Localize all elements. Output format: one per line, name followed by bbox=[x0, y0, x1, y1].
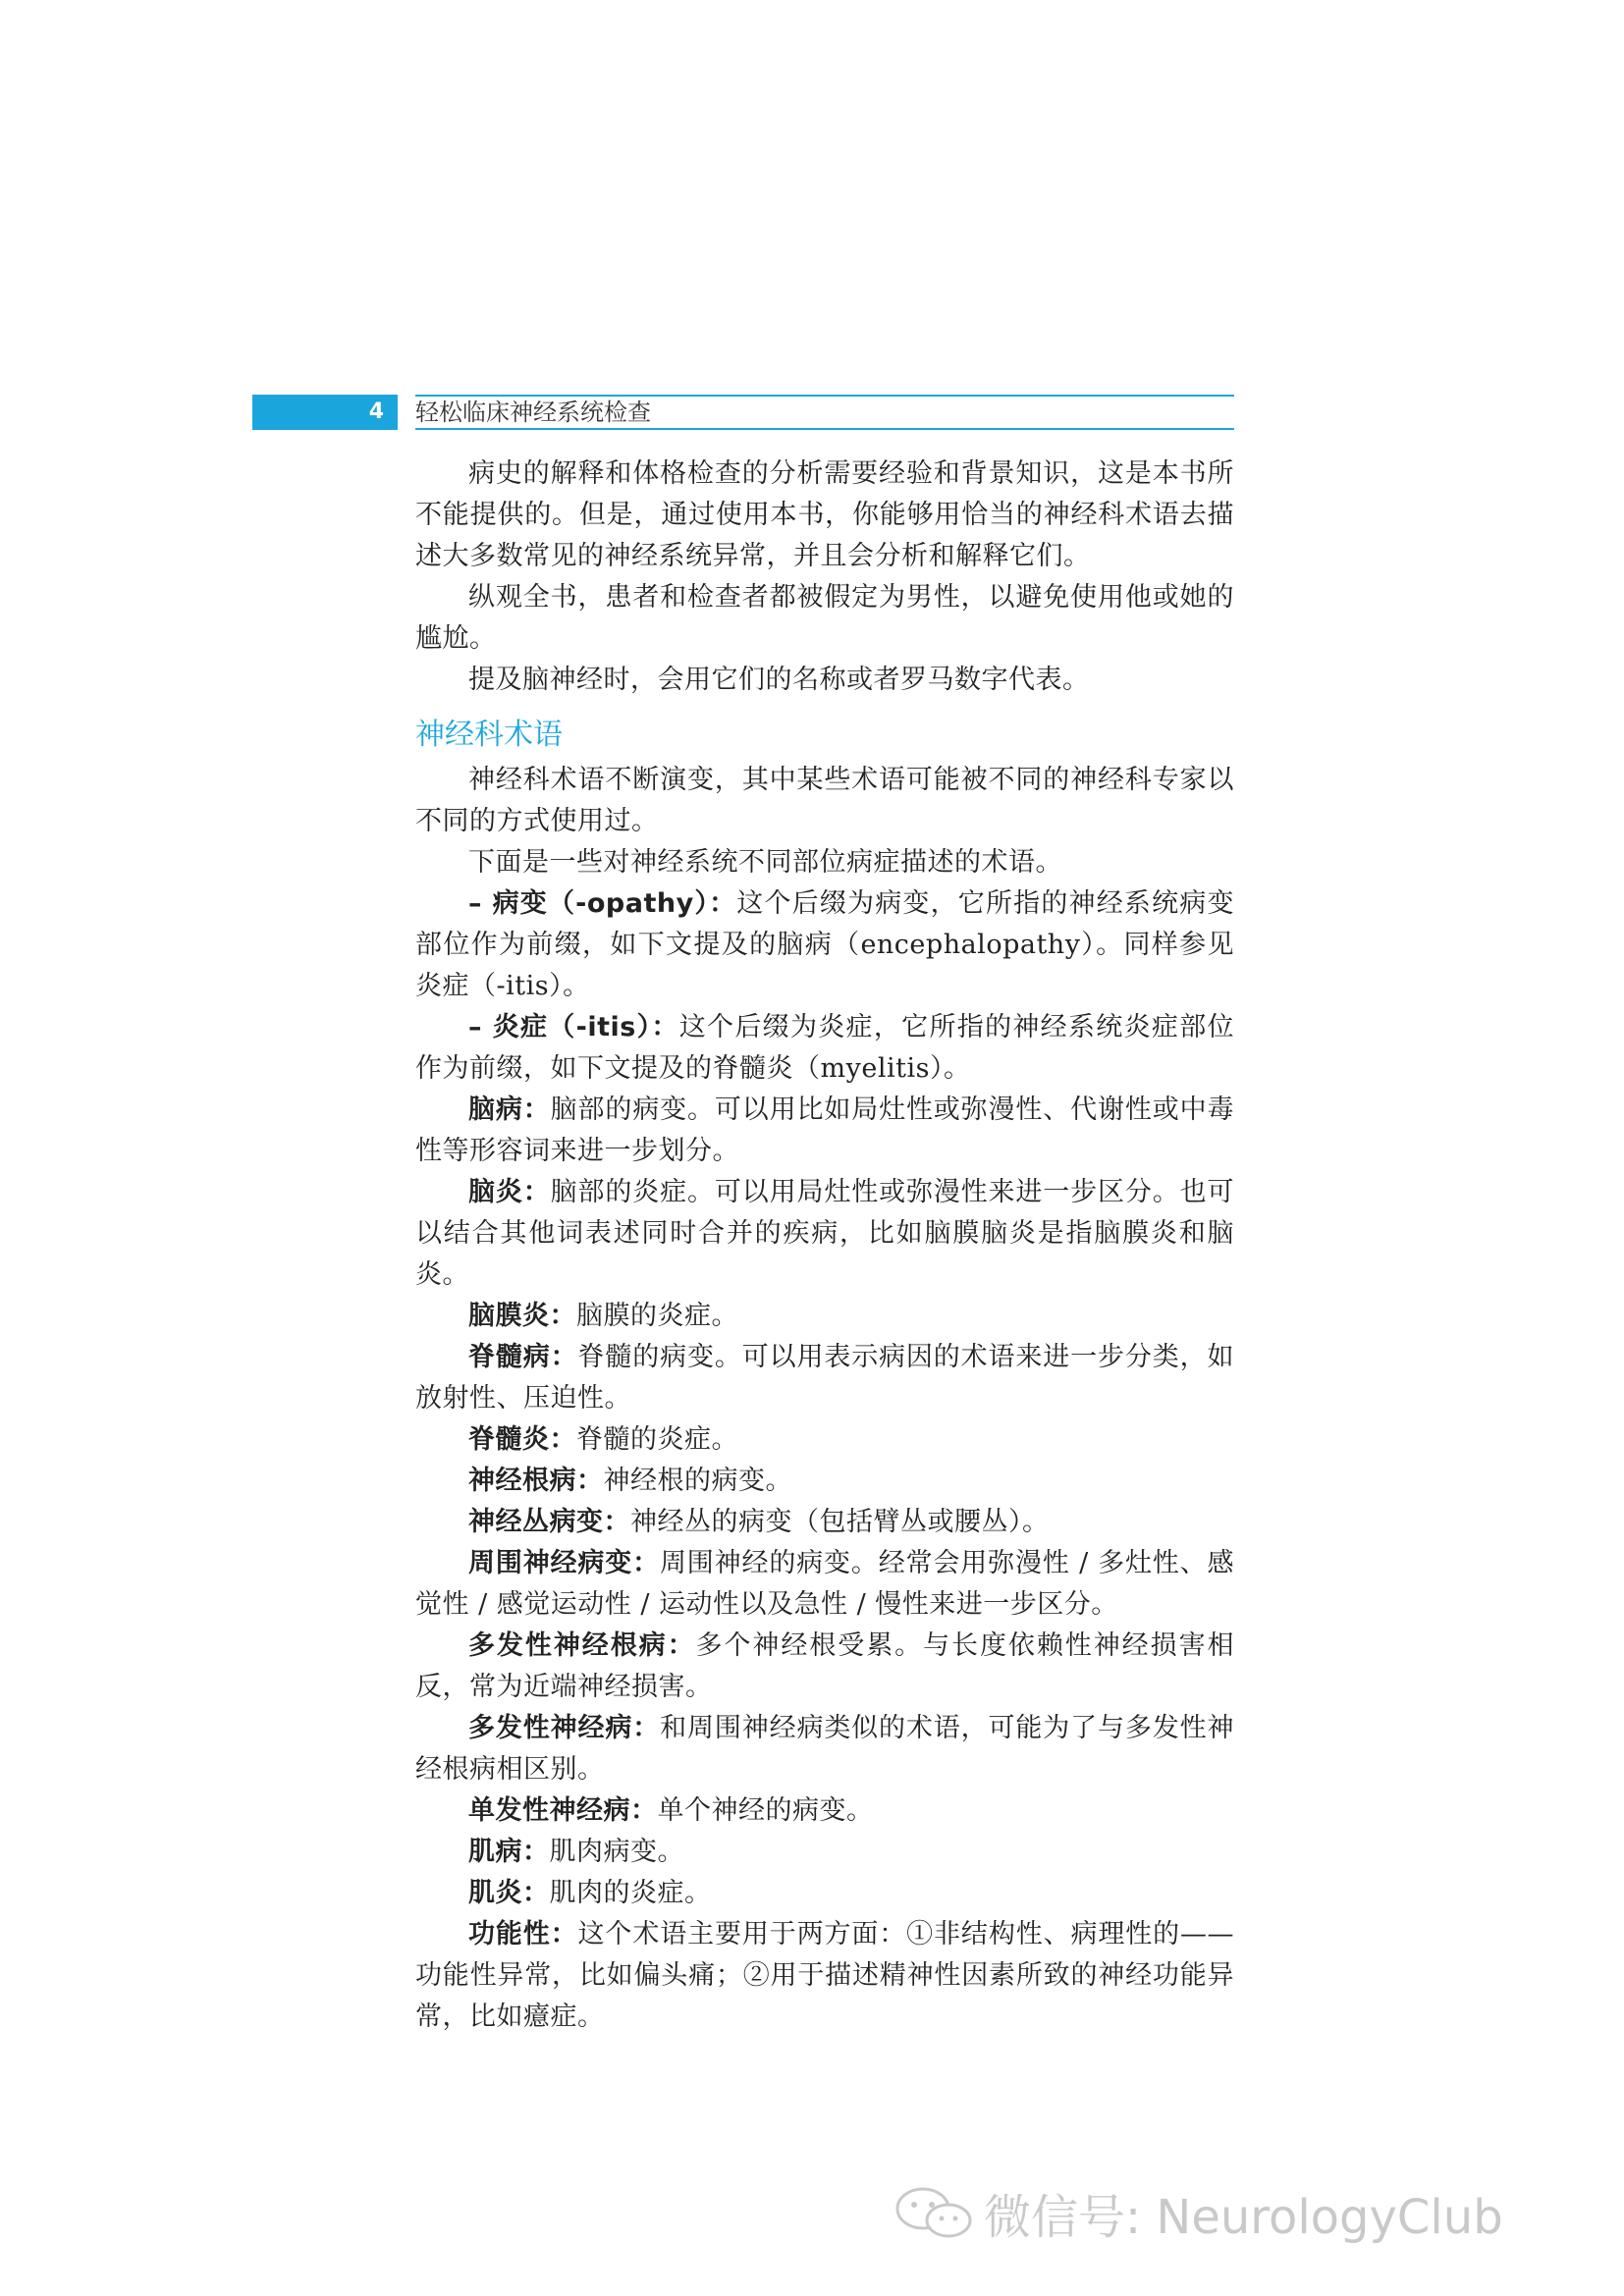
term-label: 脑炎： bbox=[468, 1177, 551, 1207]
term-entry bbox=[415, 1337, 1234, 1419]
term-label: 肌病： bbox=[468, 1837, 550, 1867]
term-definition: 脑膜的炎症。 bbox=[576, 1301, 738, 1331]
section-heading: 神经科术语 bbox=[415, 718, 563, 752]
term-label: 脑膜炎： bbox=[468, 1301, 576, 1331]
term-entry bbox=[415, 1873, 1234, 1914]
wechat-watermark bbox=[892, 2183, 1503, 2245]
header-rule-bottom bbox=[415, 428, 1234, 430]
term-entry bbox=[415, 1543, 1234, 1626]
term-definition: 和周围神经病类似的术语，可能为了与多发性神经根病相区别。 bbox=[415, 1713, 1235, 1785]
term-label: 多发性神经根病： bbox=[468, 1630, 696, 1661]
term-label: 脊髓病： bbox=[468, 1342, 578, 1372]
term-label: 肌炎： bbox=[468, 1878, 550, 1908]
term-label: 功能性： bbox=[468, 1919, 578, 1949]
term-entry bbox=[415, 883, 1234, 1007]
running-title: 轻松临床神经系统检查 bbox=[415, 399, 651, 426]
term-label: 神经丛病变： bbox=[468, 1507, 630, 1537]
intro-paragraph: 提及脑神经时，会用它们的名称或者罗马数字代表。 bbox=[468, 665, 1090, 695]
term-entry bbox=[415, 1461, 1234, 1502]
term-entry bbox=[415, 1090, 1234, 1172]
term-definition: 脊髓的炎症。 bbox=[576, 1424, 738, 1455]
term-label: 神经根病： bbox=[468, 1466, 604, 1496]
watermark-text: 微信号: NeurologyClub bbox=[984, 2189, 1503, 2245]
term-definition: 肌肉病变。 bbox=[549, 1837, 684, 1867]
term-label: 多发性神经病： bbox=[468, 1713, 661, 1743]
term-definition: 神经丛的病变（包括臂丛或腰丛）。 bbox=[630, 1507, 1050, 1537]
term-label: – 炎症（-itis）： bbox=[468, 1012, 679, 1042]
term-entry bbox=[415, 1007, 1234, 1090]
term-entry bbox=[415, 1626, 1234, 1708]
term-entry bbox=[415, 1419, 1234, 1461]
intro-paragraph: 病史的解释和体格检查的分析需要经验和背景知识，这是本书所不能提供的。但是，通过使用本书，你能够用恰当的神经科术语去描述大多数常见的神经系统异常，并且会分析和解释它们。 bbox=[415, 458, 1234, 571]
term-entry bbox=[415, 1172, 1234, 1296]
section-paragraph: 神经科术语不断演变，其中某些术语可能被不同的神经科专家以不同的方式使用过。 bbox=[415, 765, 1234, 836]
wechat-icon bbox=[892, 2183, 976, 2242]
term-label: 周围神经病变： bbox=[468, 1548, 660, 1578]
running-header bbox=[252, 395, 1234, 432]
term-definition: 脊髓的病变。可以用表示病因的术语来进一步分类，如放射性、压迫性。 bbox=[415, 1342, 1235, 1414]
term-label: – 病变（-opathy）： bbox=[468, 888, 737, 919]
term-label: 脊髓炎： bbox=[468, 1424, 576, 1455]
section-paragraph: 下面是一些对神经系统不同部位病症描述的术语。 bbox=[468, 847, 1062, 878]
page-body bbox=[415, 454, 1234, 2038]
term-definition: 这个后缀为炎症，它所指的神经系统炎症部位作为前缀，如下文提及的脊髓炎（myelitis）。 bbox=[415, 1012, 1235, 1084]
intro-paragraph: 纵观全书，患者和检查者都被假定为男性，以避免使用他或她的尴尬。 bbox=[415, 582, 1234, 654]
term-entry bbox=[415, 1832, 1234, 1873]
term-entry bbox=[415, 1502, 1234, 1543]
term-entry bbox=[415, 1790, 1234, 1832]
term-definition: 周围神经的病变。经常会用弥漫性 / 多灶性、感觉性 / 感觉运动性 / 运动性以及急性 / 慢性来进一步区分。 bbox=[415, 1548, 1234, 1620]
term-label: 单发性神经病： bbox=[468, 1795, 658, 1826]
term-definition: 神经根的病变。 bbox=[603, 1466, 792, 1496]
term-definition: 这个后缀为病变，它所指的神经系统病变部位作为前缀，如下文提及的脑病（encephalopathy）。同样参见炎症（-itis）。 bbox=[415, 888, 1234, 1001]
term-definition: 这个术语主要用于两方面：①非结构性、病理性的——功能性异常，比如偏头痛；②用于描述精神性因素所致的神经功能异常，比如癔症。 bbox=[415, 1919, 1235, 2032]
term-definition: 肌肉的炎症。 bbox=[549, 1878, 712, 1908]
term-definition: 脑部的病变。可以用比如局灶性或弥漫性、代谢性或中毒性等形容词来进一步划分。 bbox=[415, 1095, 1235, 1166]
term-label: 脑病： bbox=[468, 1095, 551, 1125]
term-definition: 脑部的炎症。可以用局灶性或弥漫性来进一步区分。也可以结合其他词表述同时合并的疾病，比如脑膜脑炎是指脑膜炎和脑炎。 bbox=[415, 1177, 1235, 1290]
term-definition: 多个神经根受累。与长度依赖性神经损害相反，常为近端神经损害。 bbox=[415, 1630, 1235, 1702]
term-entry bbox=[415, 1708, 1234, 1790]
term-entry bbox=[415, 1914, 1234, 2038]
term-entry bbox=[415, 1296, 1234, 1337]
page-number: 4 bbox=[252, 395, 398, 430]
term-definition: 单个神经的病变。 bbox=[657, 1795, 874, 1826]
